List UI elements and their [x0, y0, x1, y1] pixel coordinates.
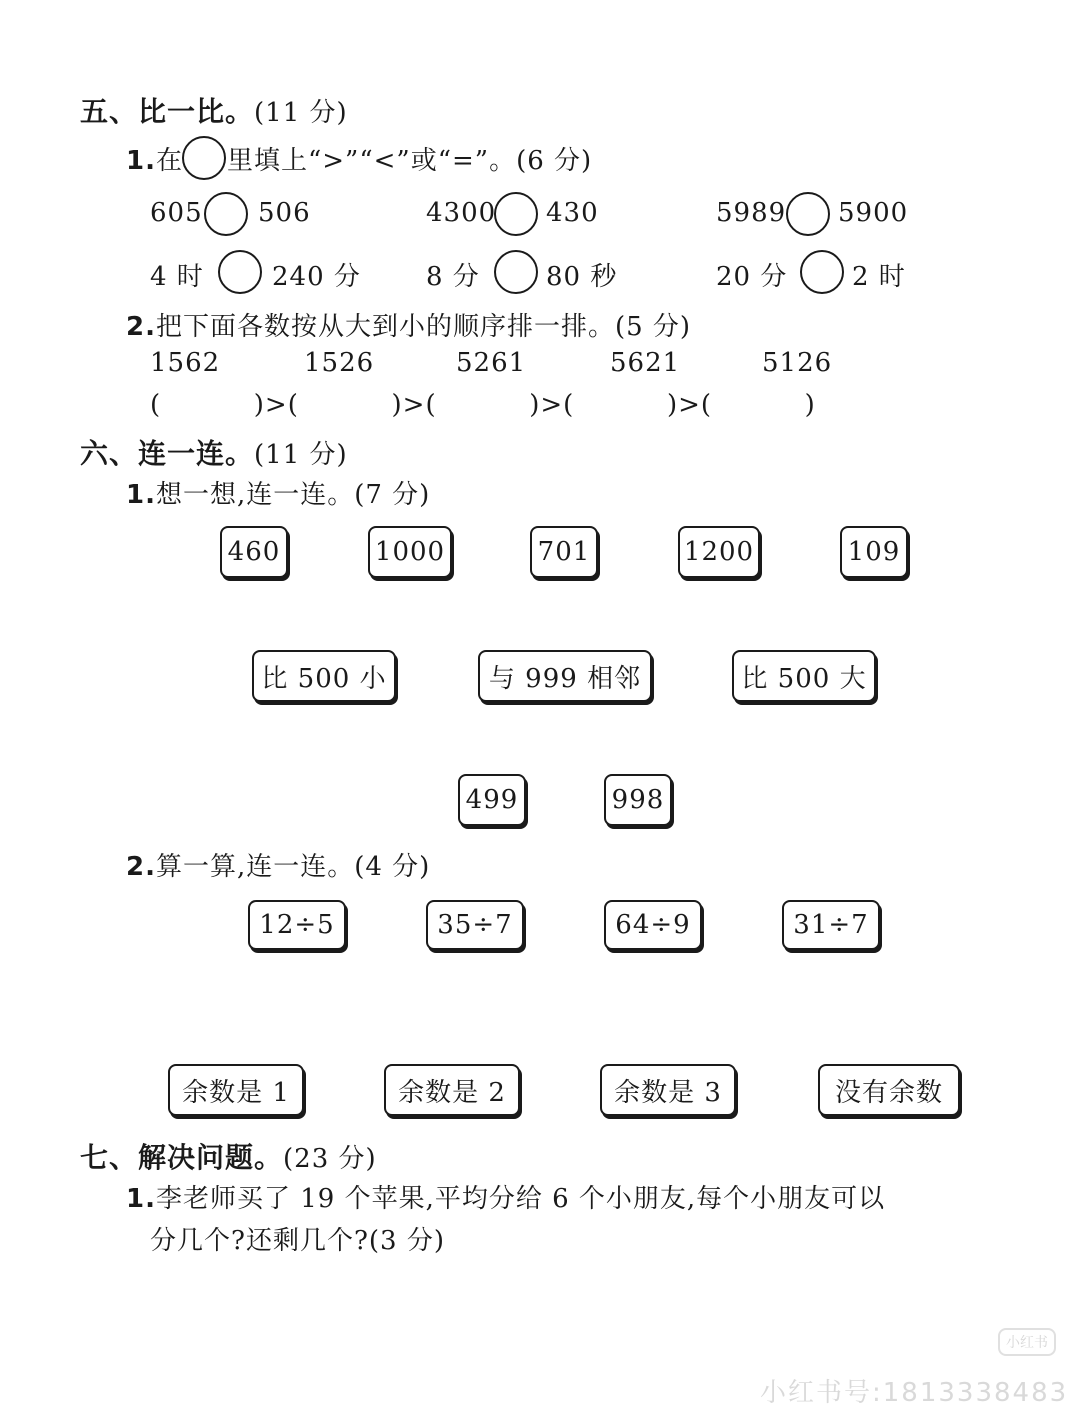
match-category-box[interactable]: 比 500 大 [732, 650, 876, 702]
watermark-logo: 小红书 [998, 1328, 1056, 1356]
section5-points: (11 分) [254, 98, 348, 128]
q1-number: 1. [126, 1184, 156, 1214]
section7-q1-line2: 分几个?还剩几个?(3 分) [150, 1226, 445, 1256]
q1-number: 1. [126, 480, 156, 510]
match-number-box[interactable]: 460 [220, 526, 288, 578]
section6-title: 六、连一连。 [80, 437, 255, 470]
compare-right: 240 分 [272, 262, 361, 292]
section6-points: (11 分) [254, 440, 348, 470]
section5-q2-prompt [126, 306, 691, 343]
compare-left: 8 分 [426, 262, 480, 292]
compare-right: 5900 [838, 198, 909, 228]
remainder-box[interactable]: 余数是 2 [384, 1064, 520, 1116]
section7-points: (23 分) [283, 1144, 377, 1174]
match-number-box[interactable]: 701 [530, 526, 598, 578]
match-number-box[interactable]: 499 [458, 774, 526, 826]
compare-left: 4 时 [150, 262, 204, 292]
q1-points: (6 分) [516, 146, 593, 176]
q2-number: 2. [126, 312, 156, 342]
q1-pre: 在 [155, 146, 183, 176]
section7-title: 七、解决问题。 [80, 1141, 284, 1174]
q1-number: 1. [126, 146, 156, 176]
compare-right: 80 秒 [546, 262, 618, 292]
match-number-box[interactable]: 1200 [678, 526, 760, 578]
division-box[interactable]: 12÷5 [248, 900, 346, 950]
match-category-box[interactable]: 比 500 小 [252, 650, 396, 702]
compare-answer-circle[interactable] [786, 192, 830, 236]
sort-number: 1526 [304, 348, 375, 378]
match-category-box[interactable]: 与 999 相邻 [478, 650, 652, 702]
compare-answer-circle[interactable] [218, 250, 262, 294]
remainder-box[interactable]: 余数是 1 [168, 1064, 304, 1116]
compare-answer-circle[interactable] [800, 250, 844, 294]
section7-q1-line1 [126, 1178, 885, 1215]
q2-points: (4 分) [354, 852, 431, 882]
q1-post: 里填上“>”“<”或“=”。 [226, 146, 517, 176]
section6-q1-prompt [126, 474, 430, 511]
sort-number: 5261 [456, 348, 527, 378]
compare-left: 20 分 [716, 262, 788, 292]
compare-left: 605 [150, 198, 203, 228]
division-box[interactable]: 35÷7 [426, 900, 524, 950]
section7-heading [80, 1136, 377, 1176]
match-number-box[interactable]: 1000 [368, 526, 452, 578]
q2-points: (5 分) [614, 312, 692, 342]
compare-answer-circle[interactable] [494, 192, 538, 236]
q2-text: 把下面各数按从大到小的顺序排一排。 [155, 312, 615, 342]
q2-number: 2. [126, 852, 156, 882]
remainder-box[interactable]: 没有余数 [818, 1064, 960, 1116]
compare-answer-circle[interactable] [204, 192, 248, 236]
compare-right: 2 时 [852, 262, 906, 292]
division-box[interactable]: 64÷9 [604, 900, 702, 950]
q1-text: 想一想,连一连。 [155, 480, 355, 510]
section5-title: 五、比一比。 [80, 95, 255, 128]
sort-answer-line[interactable]: ( )>( )>( )>( )>( ) [150, 390, 816, 420]
q2-text: 算一算,连一连。 [155, 852, 355, 882]
compare-right: 430 [546, 198, 599, 228]
q1-line1: 李老师买了 19 个苹果,平均分给 6 个小朋友,每个小朋友可以 [155, 1184, 886, 1214]
section5-heading [80, 90, 348, 130]
sort-number: 1562 [150, 348, 221, 378]
match-number-box[interactable]: 109 [840, 526, 908, 578]
example-compare-circle [182, 136, 226, 180]
section6-q2-prompt [126, 846, 430, 883]
compare-left: 5989 [716, 198, 787, 228]
compare-answer-circle[interactable] [494, 250, 538, 294]
q1-points: (7 分) [354, 480, 431, 510]
compare-right: 506 [258, 198, 311, 228]
sort-number: 5621 [610, 348, 681, 378]
match-number-box[interactable]: 998 [604, 774, 672, 826]
division-box[interactable]: 31÷7 [782, 900, 880, 950]
remainder-box[interactable]: 余数是 3 [600, 1064, 736, 1116]
section6-heading [80, 432, 348, 472]
watermark-text: 小红书号:1813338483 [760, 1378, 1069, 1408]
compare-left: 4300 [426, 198, 497, 228]
sort-number: 5126 [762, 348, 833, 378]
